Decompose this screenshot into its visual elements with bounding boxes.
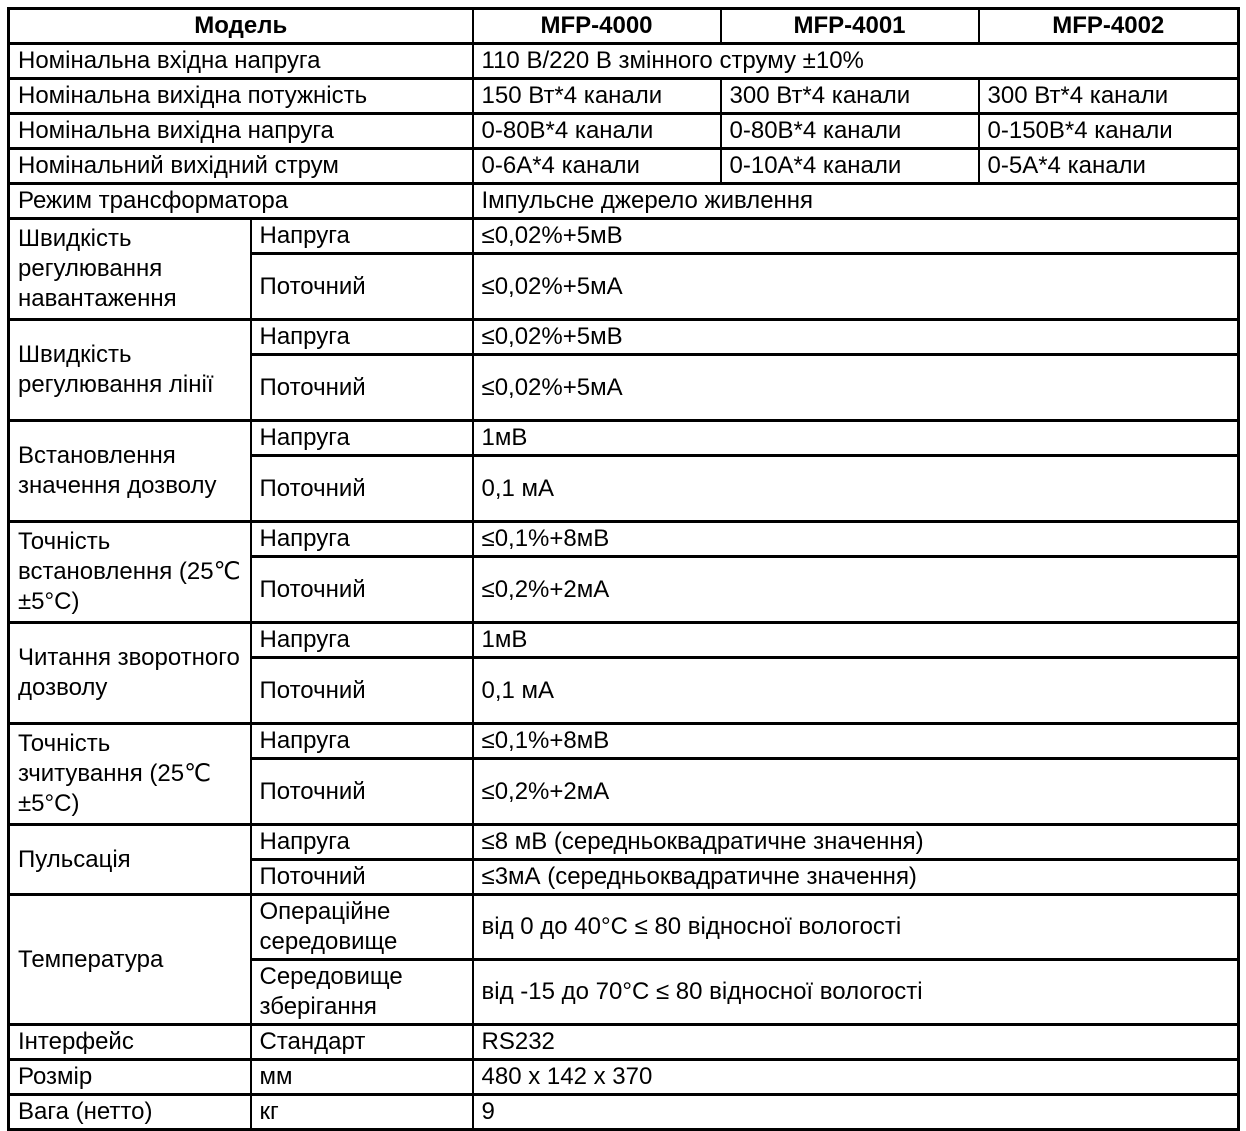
group-load-regulation-voltage-row <box>9 219 1239 254</box>
row-label: Режим трансформатора <box>9 184 473 219</box>
group-value: ≤0,02%+5мА <box>473 355 1239 421</box>
group-label: Пульсація <box>9 825 251 895</box>
row-weight <box>9 1095 1239 1130</box>
row-value: 480 x 142 x 370 <box>473 1060 1239 1095</box>
sub-label-current: Поточний <box>251 355 473 421</box>
row-value: 110 В/220 В змінного струму ±10% <box>473 44 1239 79</box>
group-value: ≤0,2%+2мА <box>473 759 1239 825</box>
group-value: ≤3мА (середньоквадратичне значення) <box>473 860 1239 895</box>
group-value: ≤0,1%+8мВ <box>473 724 1239 759</box>
sub-label-current: Поточний <box>251 759 473 825</box>
row-value-mfp-4002: 0-150В*4 канали <box>979 114 1239 149</box>
row-size <box>9 1060 1239 1095</box>
sub-label-voltage: Напруга <box>251 724 473 759</box>
group-label: Встановлення значення дозволу <box>9 421 251 522</box>
row-value-mfp-4002: 300 Вт*4 канали <box>979 79 1239 114</box>
row-label: Номінальний вихідний струм <box>9 149 473 184</box>
sub-label-current: Поточний <box>251 860 473 895</box>
group-value: від -15 до 70°C ≤ 80 відносної вологості <box>473 960 1239 1025</box>
sub-label-voltage: Напруга <box>251 522 473 557</box>
row-value: 9 <box>473 1095 1239 1130</box>
sub-label-operating-environment: Операційне середовище <box>251 895 473 960</box>
group-temperature-operating-row <box>9 895 1239 960</box>
group-label: Точність встановлення (25℃±5°C) <box>9 522 251 623</box>
group-set-accuracy-voltage-row <box>9 522 1239 557</box>
row-value: RS232 <box>473 1025 1239 1060</box>
row-label: Інтерфейс <box>9 1025 251 1060</box>
sub-label-voltage: Напруга <box>251 825 473 860</box>
header-model-label: Модель <box>9 9 473 44</box>
group-value: 0,1 мА <box>473 456 1239 522</box>
group-value: ≤0,02%+5мВ <box>473 219 1239 254</box>
group-readback-accuracy-voltage-row <box>9 724 1239 759</box>
header-model-mfp-4001: MFP-4001 <box>721 9 979 44</box>
row-output-voltage <box>9 114 1239 149</box>
row-label: Номінальна вихідна потужність <box>9 79 473 114</box>
group-label: Швидкість регулювання навантаження <box>9 219 251 320</box>
row-interface <box>9 1025 1239 1060</box>
row-value-mfp-4001: 300 Вт*4 канали <box>721 79 979 114</box>
sub-label-current: Поточний <box>251 557 473 623</box>
group-line-regulation-voltage-row <box>9 320 1239 355</box>
group-label: Читання зворотного дозволу <box>9 623 251 724</box>
sub-label-current: Поточний <box>251 658 473 724</box>
group-value: ≤0,2%+2мА <box>473 557 1239 623</box>
row-label: Вага (нетто) <box>9 1095 251 1130</box>
group-label: Температура <box>9 895 251 1025</box>
table-header-row <box>9 9 1239 44</box>
spec-table <box>7 7 1240 1131</box>
row-value-mfp-4001: 0-10А*4 канали <box>721 149 979 184</box>
group-value: ≤0,1%+8мВ <box>473 522 1239 557</box>
row-value-mfp-4001: 0-80В*4 канали <box>721 114 979 149</box>
sub-label-current: Поточний <box>251 254 473 320</box>
row-sub-label: Стандарт <box>251 1025 473 1060</box>
row-label: Розмір <box>9 1060 251 1095</box>
row-output-current <box>9 149 1239 184</box>
row-value: Імпульсне джерело живлення <box>473 184 1239 219</box>
group-readback-resolution-voltage-row <box>9 623 1239 658</box>
row-sub-label: мм <box>251 1060 473 1095</box>
sub-label-storage-environment: Середовище зберігання <box>251 960 473 1025</box>
sub-label-voltage: Напруга <box>251 219 473 254</box>
header-model-mfp-4002: MFP-4002 <box>979 9 1239 44</box>
group-set-resolution-voltage-row <box>9 421 1239 456</box>
group-value: від 0 до 40°C ≤ 80 відносної вологості <box>473 895 1239 960</box>
sub-label-voltage: Напруга <box>251 623 473 658</box>
sub-label-voltage: Напруга <box>251 421 473 456</box>
row-output-power <box>9 79 1239 114</box>
group-value: ≤8 мВ (середньоквадратичне значення) <box>473 825 1239 860</box>
sub-label-voltage: Напруга <box>251 320 473 355</box>
row-value-mfp-4000: 0-6А*4 канали <box>473 149 721 184</box>
header-model-mfp-4000: MFP-4000 <box>473 9 721 44</box>
group-value: ≤0,02%+5мА <box>473 254 1239 320</box>
row-sub-label: кг <box>251 1095 473 1130</box>
group-value: 1мВ <box>473 421 1239 456</box>
row-label: Номінальна вихідна напруга <box>9 114 473 149</box>
group-value: 0,1 мА <box>473 658 1239 724</box>
row-label: Номінальна вхідна напруга <box>9 44 473 79</box>
group-ripple-voltage-row <box>9 825 1239 860</box>
row-transformer-mode <box>9 184 1239 219</box>
sub-label-current: Поточний <box>251 456 473 522</box>
row-value-mfp-4002: 0-5А*4 канали <box>979 149 1239 184</box>
row-value-mfp-4000: 0-80В*4 канали <box>473 114 721 149</box>
group-value: 1мВ <box>473 623 1239 658</box>
row-input-voltage <box>9 44 1239 79</box>
group-label: Швидкість регулювання лінії <box>9 320 251 421</box>
group-label: Точність зчитування (25℃±5°C) <box>9 724 251 825</box>
group-value: ≤0,02%+5мВ <box>473 320 1239 355</box>
row-value-mfp-4000: 150 Вт*4 канали <box>473 79 721 114</box>
